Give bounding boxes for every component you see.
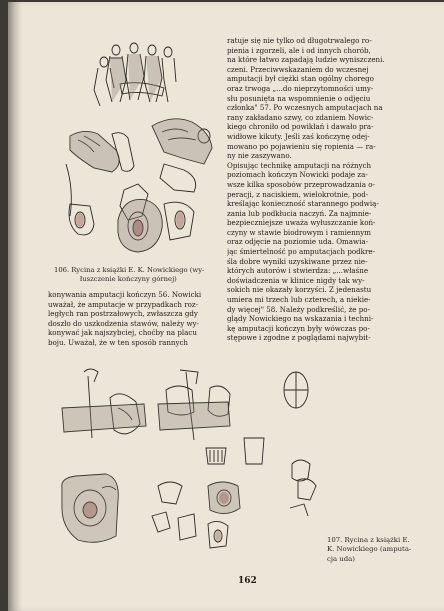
text-line: stępowe i zgodne z poglądami najwybit- <box>227 333 371 343</box>
text-line: rany zakładano szwy, co zdaniem Nowic- <box>227 112 374 122</box>
figure-106-illustration <box>64 40 220 262</box>
figure-107-caption-line: K. Nowickiego (amputa- <box>327 545 412 554</box>
text-line: członka" 57. Po wczesnych amputacjach na <box>227 103 383 113</box>
text-line: ratuje się nie tylko od długotrwalego ro- <box>227 36 372 45</box>
text-line: kę amputacji kończyn były wówczas po- <box>227 323 370 333</box>
figure-106-caption-line1: 106. Rycina z książki E. K. Nowickiego (wy- <box>54 266 205 274</box>
figure-106-caption-line2: łuszczenie kończyny górnej) <box>80 275 177 283</box>
text-line: jąc śmiertelność po amputacjach podkre- <box>227 247 375 257</box>
text-line: oraz trwoga „...do nieprzytomności umy- <box>227 83 374 93</box>
text-line: ległych ran postrzałowych, zwłaszcza gdy <box>48 309 198 319</box>
text-line: słu posunięta na wspomnienie o odjęciu <box>227 93 371 103</box>
text-line: doświadczenia w klinice nigdy tak wy- <box>227 275 365 285</box>
text-line: oraz odjęcie na poziomie uda. Omawia- <box>227 237 368 247</box>
text-line: dy więcej" 58. Należy podkreślić, że po- <box>227 304 370 314</box>
text-line: poziomach kończyn Nowicki podaje za- <box>227 170 368 180</box>
text-line: uważał, że amputacje w przypadkach roz- <box>48 299 199 309</box>
text-line: kiego chroniło od powikłań i dawało pra- <box>227 122 374 132</box>
text-line: konywania amputacji kończyn 56. Nowicki <box>48 290 202 299</box>
text-line: doszło do uszkodzenia stawów, należy wy- <box>48 318 199 328</box>
instruments-illustration <box>270 368 326 518</box>
text-line: mowano po pojawieniu się ropienia — ra- <box>227 141 376 151</box>
text-line: na które łatwo zapadają ludzie wyniszczeni. <box>227 55 385 65</box>
page-number: 162 <box>238 576 257 586</box>
text-line: których autorów i stwierdza: „...właśne <box>227 266 369 276</box>
text-line: czeni. Przeciwwskazaniem do wczesnej <box>227 64 369 74</box>
text-line: peracji, z naciskiem, wielokrotnie, pod- <box>227 189 369 199</box>
text-line: ny nie zaszywano. <box>227 151 292 161</box>
surgical-instruments-illustration-icon <box>270 368 326 518</box>
text-line: bezpieczniejsze uważa wyłuszczanie koń- <box>227 218 376 228</box>
text-line: śla dobre wyniki uzyskiwane przez nie- <box>227 256 368 266</box>
text-line: sokich nie okazały korzyści. Z jedenastu <box>227 285 372 295</box>
text-line: amputacji był ciężki stan ogólny chorego <box>227 74 374 84</box>
figure-107-caption-line: 107. Rycina z książki E. <box>327 536 410 544</box>
text-line: wsze kilka sposobów przeprowadzania o- <box>227 179 375 189</box>
text-line: zania lub podkłucia naczyń. Za najmnie- <box>227 208 372 218</box>
text-line: pienia i zgorzeli, ale i od innych chorób, <box>227 45 371 55</box>
left-column-text <box>48 290 233 348</box>
amputation-upper-limb-illustration-icon <box>64 40 220 262</box>
text-line: konywać jak najszybciej, choćby na placu <box>48 328 197 338</box>
text-line: czyny w stawie biodrowym i ramiennym <box>227 227 371 237</box>
text-line: Opisując technikę amputacji na różnych <box>227 160 372 170</box>
text-line: umiera mi trzech lub czterech, a niekie- <box>227 295 371 305</box>
text-line: glądy Nowickiego na wskazania i techni- <box>227 314 374 324</box>
figure-107-caption <box>327 536 427 564</box>
text-line: kreślając konieczność starannego podwią- <box>227 199 379 209</box>
text-line: widłowe kikuty. Jeśli zaś kończynę odej- <box>227 131 370 141</box>
text-line: boju. Uważał, że w ten sposób rannych <box>48 337 189 347</box>
right-column-text <box>227 36 433 343</box>
figure-107-caption-line: cja uda) <box>327 554 355 563</box>
page-gutter-shadow <box>8 2 22 611</box>
figure-106-caption <box>54 266 226 284</box>
book-page <box>8 2 444 611</box>
